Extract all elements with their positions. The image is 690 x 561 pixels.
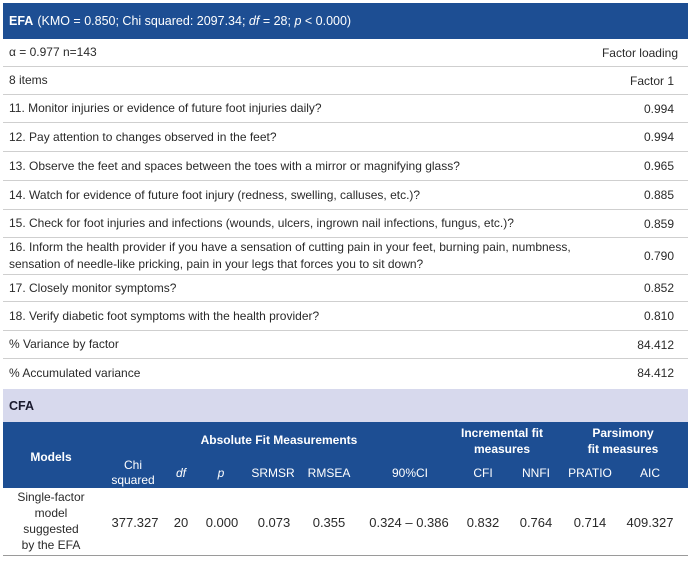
cfa-column-headers bbox=[3, 422, 688, 488]
ci-value: 0.324 – 0.386 bbox=[369, 515, 449, 530]
p-value: 0.000 bbox=[205, 515, 239, 530]
table-row bbox=[3, 210, 688, 238]
nnfi-header: NNFI bbox=[522, 466, 550, 480]
item-text: 16. Inform the health provider if you have a sensation of cutting pain in your feet, burning pain, numbness, sensation of needle-like pricking, pain in your legs that forces you to sit down? bbox=[9, 240, 571, 271]
model-name: Single-factor model suggested by the EFA bbox=[17, 490, 85, 552]
alpha-text: α = 0.977 n=143 bbox=[9, 45, 97, 59]
accumulated-value: 84.412 bbox=[637, 366, 674, 380]
cfi-header: CFI bbox=[473, 466, 493, 480]
pratio-value: 0.714 bbox=[573, 515, 607, 530]
absolute-fit-header: Absolute Fit Measurements bbox=[200, 433, 358, 447]
table-row bbox=[3, 238, 688, 275]
df-header: df bbox=[175, 466, 186, 480]
item-loading: 0.810 bbox=[643, 309, 674, 323]
item-text: 15. Check for foot injuries and infections (wounds, ulcers, ingrown nail infections, fungus, etc.)? bbox=[9, 216, 514, 230]
table-row bbox=[3, 152, 688, 181]
efa-table bbox=[3, 39, 688, 387]
variance-row bbox=[3, 331, 688, 359]
item-loading: 0.994 bbox=[643, 101, 674, 116]
item-loading: 0.885 bbox=[643, 188, 674, 202]
accumulated-label: % Accumulated variance bbox=[9, 365, 141, 380]
p-header: p bbox=[217, 466, 225, 480]
item-text: 13. Observe the feet and spaces between the toes with a mirror or magnifying glass? bbox=[9, 158, 460, 173]
chi-header-line2: squared bbox=[111, 473, 155, 487]
srmsr-value: 0.073 bbox=[257, 515, 291, 530]
variance-label: % Variance by factor bbox=[9, 337, 119, 351]
factor1-label: Factor 1 bbox=[629, 73, 674, 88]
srmsr-header: SRMSR bbox=[251, 466, 295, 480]
item-loading: 0.852 bbox=[643, 281, 674, 295]
item-text: 11. Monitor injuries or evidence of future foot injuries daily? bbox=[9, 101, 322, 115]
cfa-data-row bbox=[3, 488, 688, 556]
parsimony-header-line2: fit measures bbox=[587, 442, 659, 456]
table-row bbox=[3, 123, 688, 152]
aic-value: 409.327 bbox=[626, 515, 674, 530]
chi-value: 377.327 bbox=[111, 515, 159, 530]
factor-loading-label: Factor loading bbox=[601, 45, 678, 60]
cfa-title: CFA bbox=[9, 398, 34, 413]
table-row bbox=[3, 95, 688, 123]
item-text: 12. Pay attention to changes observed in the feet? bbox=[9, 129, 277, 144]
nnfi-value: 0.764 bbox=[519, 515, 553, 530]
table-row bbox=[3, 302, 688, 331]
rmsea-header: RMSEA bbox=[307, 466, 351, 480]
accumulated-row bbox=[3, 359, 688, 387]
pratio-header: PRATIO bbox=[568, 466, 612, 480]
item-text: 14. Watch for evidence of future foot injury (redness, swelling, calluses, etc.)? bbox=[9, 187, 421, 202]
table-row bbox=[3, 275, 688, 302]
cfa-header bbox=[3, 389, 688, 422]
chi-header-line1: Chi bbox=[123, 458, 142, 472]
cfi-value: 0.832 bbox=[466, 515, 500, 530]
parsimony-header-line1: Parsimony bbox=[592, 426, 654, 440]
item-loading: 0.859 bbox=[643, 216, 674, 231]
incremental-header-line2: measures bbox=[473, 442, 531, 456]
efa-kmo-text: (KMO = 0.850; Chi squared: 2097.34; df = 28; p < 0.000) bbox=[37, 14, 352, 28]
item-loading: 0.994 bbox=[643, 130, 674, 144]
item-loading: 0.965 bbox=[643, 159, 674, 173]
variance-value: 84.412 bbox=[637, 337, 674, 352]
efa-header bbox=[3, 3, 688, 39]
efa-title: EFA bbox=[9, 14, 34, 28]
aic-header: AIC bbox=[639, 466, 660, 480]
ci-header: 90%CI bbox=[391, 466, 429, 480]
alpha-row bbox=[3, 39, 688, 67]
item-text: 17. Closely monitor symptoms? bbox=[9, 280, 177, 295]
rmsea-value: 0.355 bbox=[312, 515, 346, 530]
table-row bbox=[3, 181, 688, 210]
items-label: 8 items bbox=[9, 73, 48, 87]
item-text: 18. Verify diabetic foot symptoms with the health provider? bbox=[9, 308, 320, 323]
df-value: 20 bbox=[173, 515, 189, 530]
incremental-header-line1: Incremental fit bbox=[460, 426, 544, 440]
item-loading: 0.790 bbox=[643, 249, 674, 263]
models-header: Models bbox=[30, 450, 72, 464]
items-header-row bbox=[3, 67, 688, 95]
